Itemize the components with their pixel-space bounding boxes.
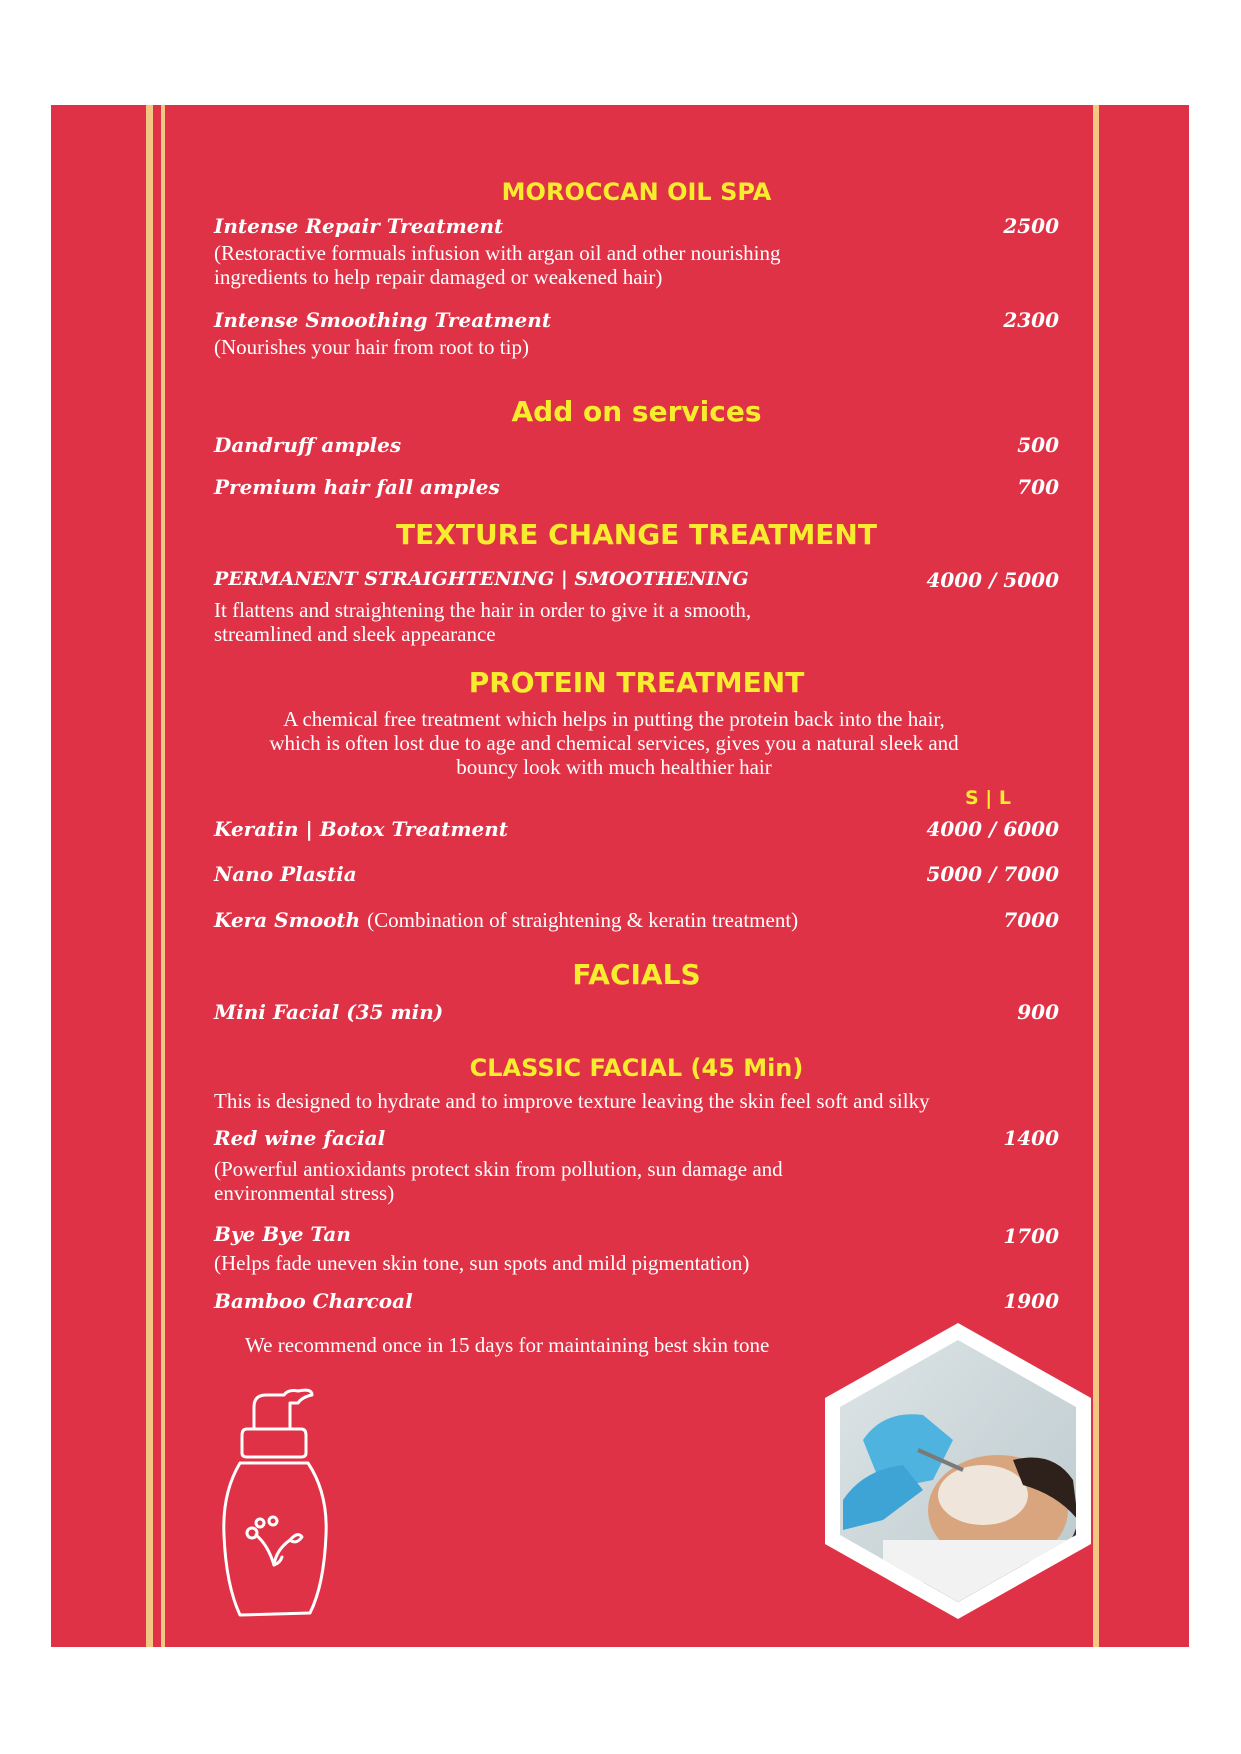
- section-title-classic: CLASSIC FACIAL (45 Min): [469, 1054, 804, 1082]
- item-price: 2300: [1003, 308, 1059, 332]
- item-name: PERMANENT STRAIGHTENING | SMOOTHENING: [214, 568, 749, 590]
- desc-line: (Powerful antioxidants protect skin from pollution, sun damage and: [214, 1157, 783, 1181]
- menu-item: [214, 308, 1059, 338]
- menu-item: [214, 214, 1059, 244]
- menu-item: [214, 817, 1059, 847]
- item-description: [214, 241, 1074, 289]
- serum-bottle-icon: [218, 1385, 338, 1625]
- desc-line: A chemical free treatment which helps in putting the protein back into the hair,: [283, 707, 945, 731]
- item-price: 700: [1017, 475, 1059, 499]
- menu-item: [214, 433, 1059, 463]
- menu-item: [214, 1000, 1059, 1030]
- desc-line: It flattens and straightening the hair in order to give it a smooth,: [214, 598, 752, 622]
- item-name: Mini Facial (35 min): [214, 1000, 444, 1024]
- desc-line: which is often lost due to age and chemical services, gives you a natural sleek and: [269, 731, 959, 755]
- left-stripe-outer: [146, 105, 153, 1647]
- size-label: S | L: [965, 787, 1011, 809]
- item-price: 1900: [1003, 1289, 1059, 1313]
- desc-line: bouncy look with much healthier hair: [456, 755, 772, 779]
- item-name: Nano Plastia: [214, 862, 357, 886]
- item-description: [214, 1157, 1074, 1205]
- menu-item: [214, 1222, 1059, 1252]
- menu-item: [214, 1289, 1059, 1319]
- menu-item: [214, 862, 1059, 892]
- section-title-protein: PROTEIN TREATMENT: [468, 666, 805, 699]
- desc-line: (Restoractive formuals infusion with argan oil and other nourishing: [214, 241, 781, 265]
- item-description: (Helps fade uneven skin tone, sun spots and mild pigmentation): [214, 1251, 750, 1275]
- item-price: 2500: [1003, 214, 1059, 238]
- section-title-addon: Add on services: [511, 395, 762, 428]
- item-price: 1400: [1003, 1126, 1059, 1150]
- item-name: Premium hair fall amples: [214, 475, 500, 499]
- item-name: [214, 908, 798, 933]
- item-name-text: Kera Smooth: [214, 908, 361, 932]
- item-name: Bye Bye Tan: [214, 1222, 351, 1246]
- item-name: Bamboo Charcoal: [214, 1289, 413, 1313]
- menu-item: [214, 1126, 1059, 1156]
- item-name: Red wine facial: [214, 1126, 386, 1150]
- item-price: 4000 / 5000: [926, 568, 1059, 592]
- item-price: 500: [1017, 433, 1059, 457]
- item-description: (Nourishes your hair from root to tip): [214, 335, 529, 359]
- item-price: 900: [1017, 1000, 1059, 1024]
- menu-item: [214, 568, 1059, 598]
- section-title-moroccan: MOROCCAN OIL SPA: [501, 178, 772, 206]
- desc-line: environmental stress): [214, 1181, 395, 1205]
- facial-treatment-photo: [823, 1320, 1093, 1620]
- menu-item: [214, 908, 1059, 938]
- item-name: Dandruff amples: [214, 433, 402, 457]
- section-title-facials: FACIALS: [572, 958, 701, 991]
- item-price: 4000 / 6000: [926, 817, 1059, 841]
- protein-description: [224, 707, 1004, 779]
- item-price: 7000: [1003, 908, 1059, 932]
- item-name: Intense Smoothing Treatment: [214, 308, 552, 332]
- section-title-texture: TEXTURE CHANGE TREATMENT: [396, 518, 877, 551]
- item-name: Keratin | Botox Treatment: [214, 817, 509, 841]
- item-price: 5000 / 7000: [926, 862, 1059, 886]
- item-name: Intense Repair Treatment: [214, 214, 504, 238]
- recommendation-note: We recommend once in 15 days for maintaining best skin tone: [245, 1333, 770, 1357]
- classic-intro: This is designed to hydrate and to improve texture leaving the skin feel soft and silky: [214, 1089, 930, 1113]
- item-description: [214, 598, 1074, 646]
- desc-line: ingredients to help repair damaged or weakened hair): [214, 265, 663, 289]
- desc-line: streamlined and sleek appearance: [214, 622, 496, 646]
- menu-item: [214, 475, 1059, 505]
- right-stripe: [1093, 105, 1099, 1647]
- item-price: 1700: [1003, 1224, 1059, 1248]
- left-stripe-inner: [161, 105, 165, 1647]
- item-note: (Combination of straightening & keratin treatment): [367, 908, 799, 932]
